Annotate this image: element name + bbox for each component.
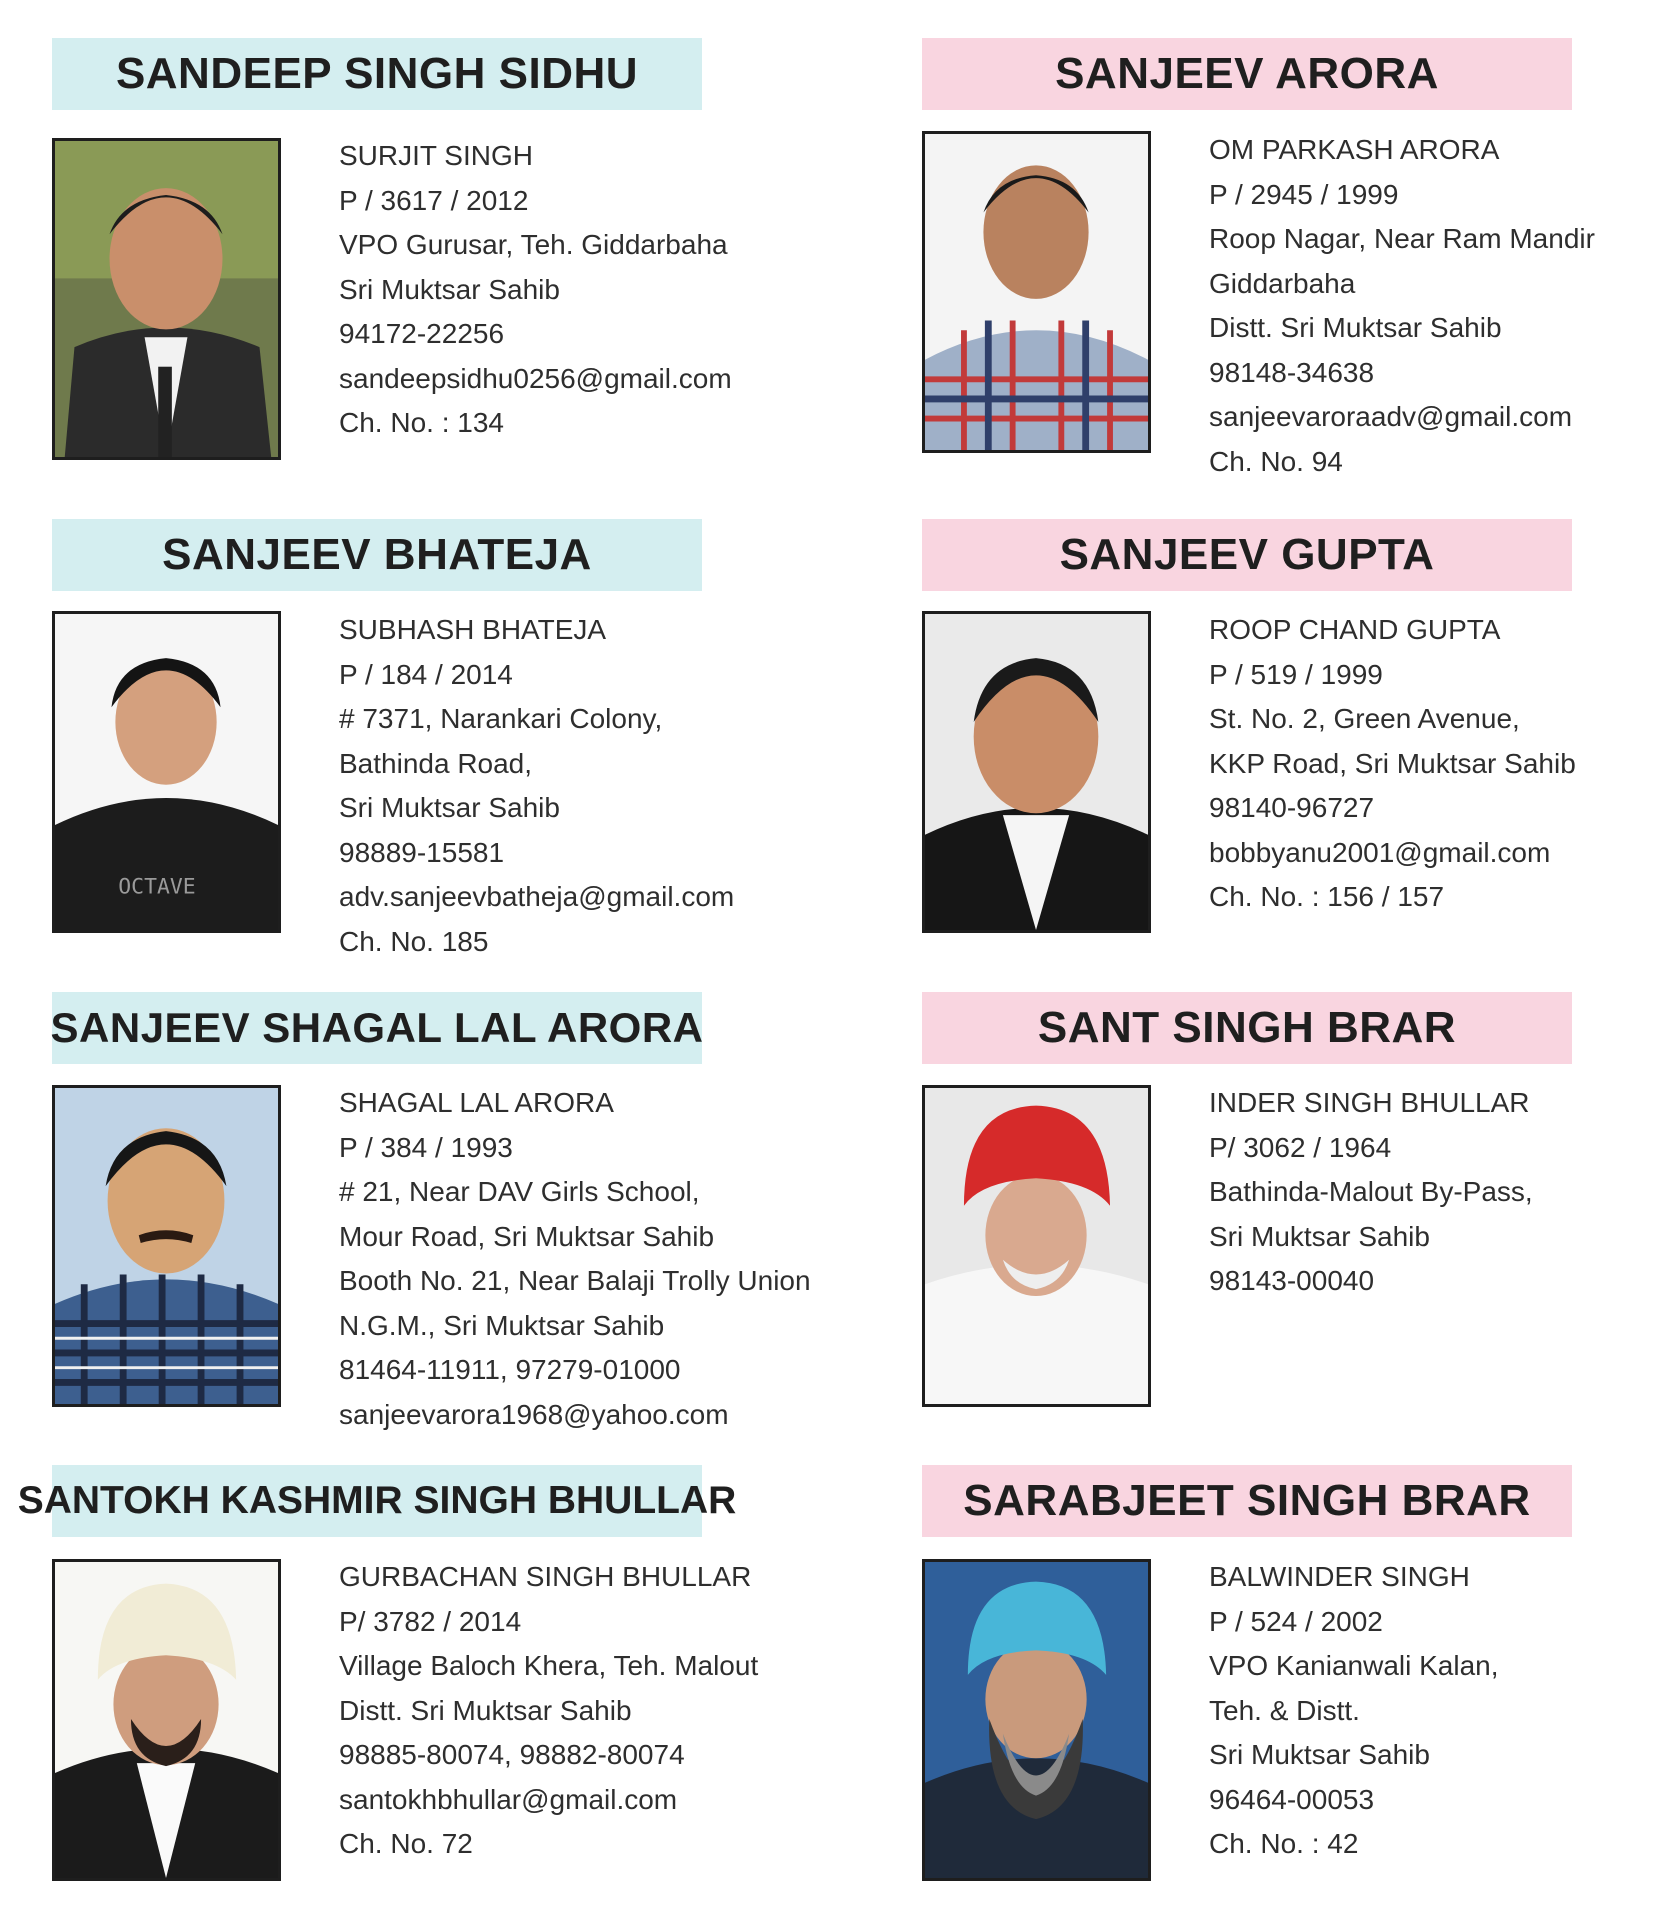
member-photo bbox=[52, 138, 281, 460]
father-name: SURJIT SINGH bbox=[339, 140, 533, 171]
member-card bbox=[50, 992, 811, 1447]
phone-number: 98885-80074, 98882-80074 bbox=[339, 1739, 685, 1770]
address-line: St. No. 2, Green Avenue, bbox=[1209, 703, 1520, 734]
phone-number: 98140-96727 bbox=[1209, 792, 1375, 823]
member-photo bbox=[922, 611, 1151, 933]
chamber-number: Ch. No. 94 bbox=[1209, 445, 1343, 477]
registration-number: P / 3617 / 2012 bbox=[339, 184, 529, 216]
registration-number: P / 2945 / 1999 bbox=[1209, 178, 1399, 210]
address-line: N.G.M., Sri Muktsar Sahib bbox=[339, 1309, 665, 1341]
address-line: KKP Road, Sri Muktsar Sahib bbox=[1209, 747, 1576, 779]
member-name: SARABJEET SINGH BRAR bbox=[922, 1465, 1572, 1537]
member-card bbox=[52, 38, 732, 493]
member-photo bbox=[922, 131, 1151, 453]
father-name: INDER SINGH BHULLAR bbox=[1209, 1087, 1530, 1118]
chamber-number: Ch. No. : 134 bbox=[339, 407, 504, 438]
phone-number: 81464-11911, 97279-01000 bbox=[339, 1354, 681, 1385]
address-line: Booth No. 21, Near Balaji Trolly Union bbox=[339, 1265, 811, 1296]
phone-number: 96464-00053 bbox=[1209, 1783, 1375, 1815]
member-card bbox=[922, 519, 1576, 974]
member-details bbox=[339, 134, 809, 446]
member-details bbox=[1209, 608, 1671, 920]
member-name: SANJEEV BHATEJA bbox=[52, 519, 702, 591]
father-name: SUBHASH BHATEJA bbox=[339, 614, 607, 645]
address-line: Distt. Sri Muktsar Sahib bbox=[1209, 312, 1502, 343]
member-details bbox=[339, 1555, 809, 1867]
phone-number: 98148-34638 bbox=[1209, 356, 1375, 388]
phone-number: 98143-00040 bbox=[1209, 1265, 1375, 1296]
address-line: Sri Muktsar Sahib bbox=[1209, 1220, 1430, 1252]
member-card bbox=[52, 519, 735, 974]
member-card bbox=[17, 1465, 759, 1920]
member-details bbox=[1209, 1081, 1671, 1304]
chamber-number: Ch. No. : 156 / 157 bbox=[1209, 881, 1445, 912]
address-line: Sri Muktsar Sahib bbox=[339, 792, 560, 823]
member-name: SANTOKH KASHMIR SINGH BHULLAR bbox=[52, 1465, 702, 1537]
member-name: SANJEEV ARORA bbox=[922, 38, 1572, 110]
email-address: sanjeevarora1968@yahoo.com bbox=[339, 1398, 729, 1430]
member-photo bbox=[52, 1559, 281, 1881]
father-name: ROOP CHAND GUPTA bbox=[1209, 614, 1501, 645]
member-name: SANJEEV GUPTA bbox=[922, 519, 1572, 591]
father-name: SHAGAL LAL ARORA bbox=[339, 1087, 614, 1118]
address-line: Teh. & Distt. bbox=[1209, 1694, 1360, 1726]
email-address: santokhbhullar@gmail.com bbox=[339, 1783, 678, 1815]
address-line: Village Baloch Khera, Teh. Malout bbox=[339, 1650, 759, 1681]
email-address: sanjeevaroraadv@gmail.com bbox=[1209, 401, 1573, 432]
email-address: adv.sanjeevbatheja@gmail.com bbox=[339, 881, 735, 912]
registration-number: P/ 3782 / 2014 bbox=[339, 1605, 522, 1637]
registration-number: P / 384 / 1993 bbox=[339, 1131, 513, 1163]
registration-number: P / 184 / 2014 bbox=[339, 658, 513, 690]
chamber-number: Ch. No. 72 bbox=[339, 1828, 473, 1859]
registration-number: P/ 3062 / 1964 bbox=[1209, 1131, 1392, 1163]
member-name: SANT SINGH BRAR bbox=[922, 992, 1572, 1064]
address-line: Sri Muktsar Sahib bbox=[1209, 1739, 1430, 1770]
member-card bbox=[922, 1465, 1572, 1920]
address-line: Roop Nagar, Near Ram Mandir bbox=[1209, 223, 1595, 254]
member-details bbox=[1209, 1555, 1671, 1867]
member-details bbox=[339, 608, 809, 964]
address-line: Mour Road, Sri Muktsar Sahib bbox=[339, 1220, 715, 1252]
member-photo bbox=[922, 1559, 1151, 1881]
chamber-number: Ch. No. 185 bbox=[339, 925, 489, 957]
father-name: GURBACHAN SINGH BHULLAR bbox=[339, 1561, 752, 1592]
address-line: VPO Gurusar, Teh. Giddarbaha bbox=[339, 229, 728, 260]
member-photo bbox=[922, 1085, 1151, 1407]
phone-number: 94172-22256 bbox=[339, 318, 505, 349]
address-line: Bathinda Road, bbox=[339, 747, 533, 779]
registration-number: P / 519 / 1999 bbox=[1209, 658, 1383, 690]
member-details bbox=[1209, 128, 1671, 484]
address-line: Giddarbaha bbox=[1209, 267, 1356, 299]
registration-number: P / 524 / 2002 bbox=[1209, 1605, 1383, 1637]
member-photo bbox=[52, 1085, 281, 1407]
address-line: # 7371, Narankari Colony, bbox=[339, 703, 663, 734]
svg-text:OCTAVE: OCTAVE bbox=[118, 874, 196, 900]
member-name: SANJEEV SHAGAL LAL ARORA bbox=[52, 992, 702, 1064]
address-line: Sri Muktsar Sahib bbox=[339, 273, 560, 305]
address-line: Bathinda-Malout By-Pass, bbox=[1209, 1176, 1533, 1207]
member-card bbox=[922, 992, 1572, 1447]
father-name: BALWINDER SINGH bbox=[1209, 1561, 1470, 1592]
chamber-number: Ch. No. : 42 bbox=[1209, 1828, 1359, 1859]
member-name: SANDEEP SINGH SIDHU bbox=[52, 38, 702, 110]
email-address: bobbyanu2001@gmail.com bbox=[1209, 836, 1551, 868]
address-line: Distt. Sri Muktsar Sahib bbox=[339, 1694, 632, 1726]
email-address: sandeepsidhu0256@gmail.com bbox=[339, 362, 732, 394]
address-line: # 21, Near DAV Girls School, bbox=[339, 1176, 700, 1207]
member-details bbox=[339, 1081, 809, 1437]
address-line: VPO Kanianwali Kalan, bbox=[1209, 1650, 1499, 1681]
phone-number: 98889-15581 bbox=[339, 836, 505, 868]
member-photo bbox=[52, 611, 281, 933]
father-name: OM PARKASH ARORA bbox=[1209, 134, 1500, 165]
member-card bbox=[922, 38, 1595, 493]
